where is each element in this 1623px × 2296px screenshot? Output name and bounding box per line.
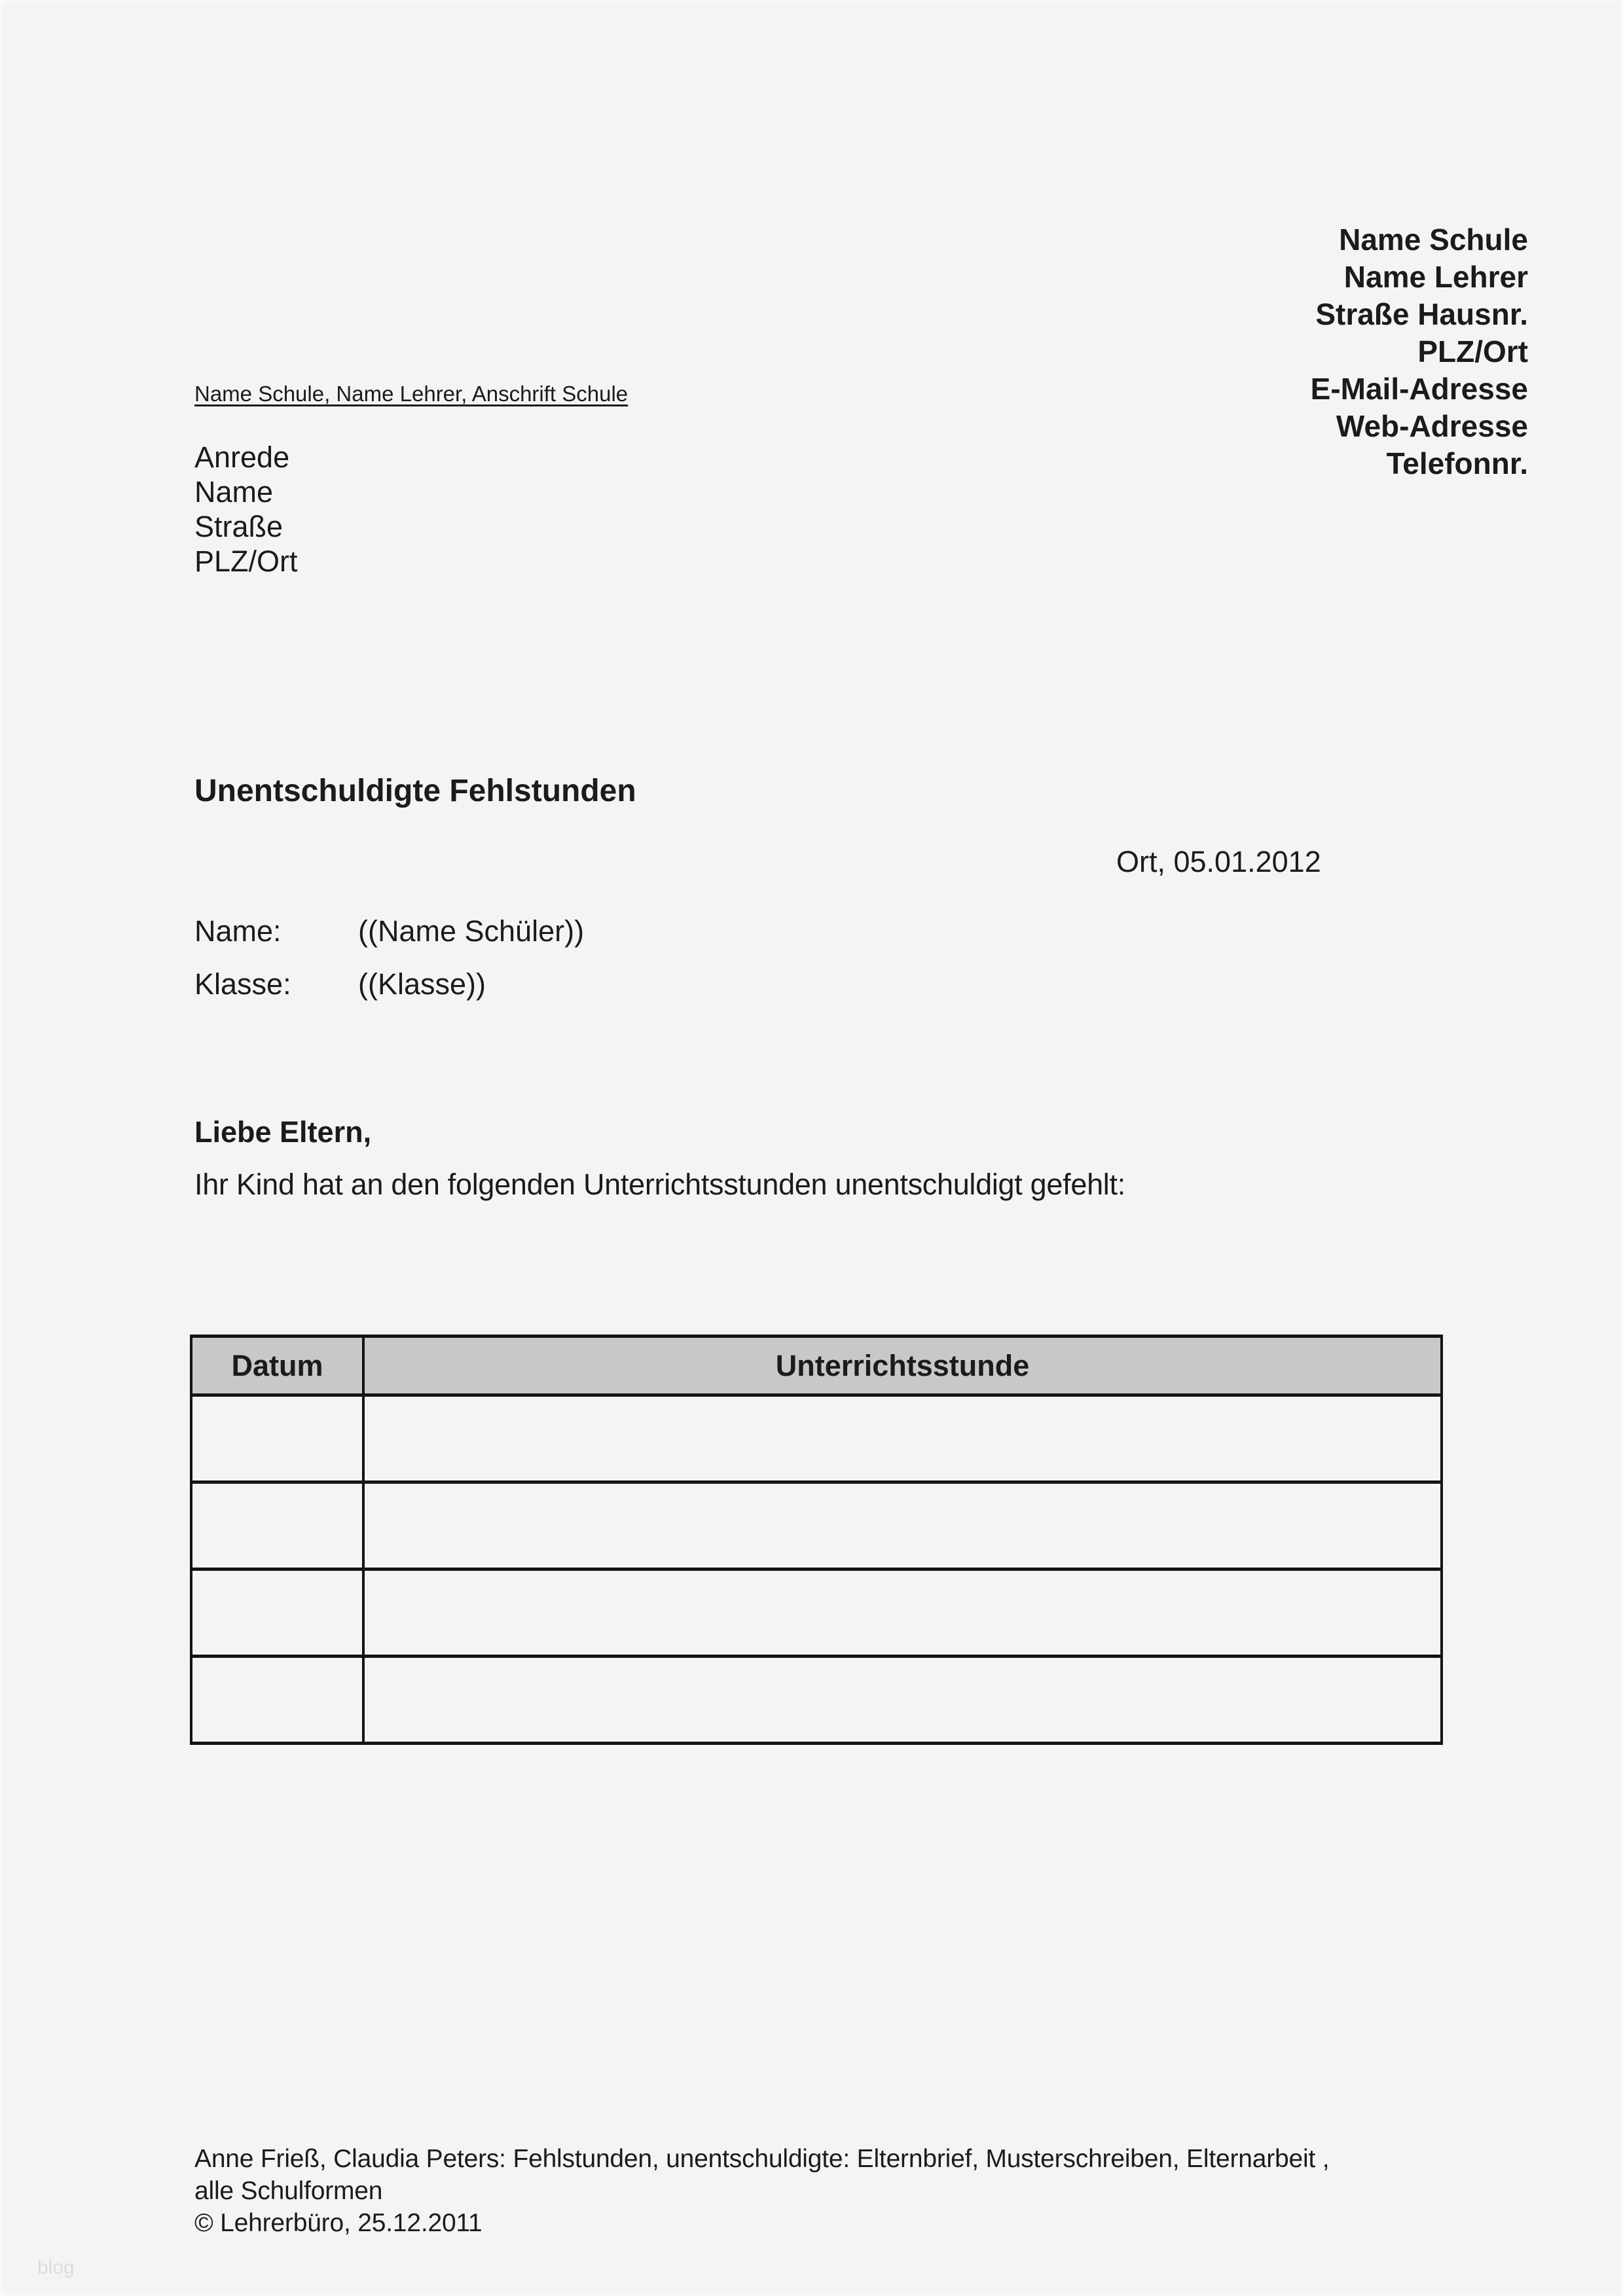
school-address-block — [1311, 221, 1528, 482]
student-class-row — [194, 967, 584, 1001]
table-header-unterrichtsstunde: Unterrichtsstunde — [363, 1336, 1442, 1395]
school-address-line: PLZ/Ort — [1417, 334, 1528, 368]
student-name-value: ((Name Schüler)) — [358, 914, 585, 948]
scan-watermark: blog — [37, 2257, 75, 2278]
datum-cell — [191, 1482, 363, 1570]
table-row — [191, 1570, 1442, 1657]
salutation: Liebe Eltern, — [194, 1115, 372, 1149]
footer-credit-line: Anne Frieß, Claudia Peters: Fehlstunden, unentschuldigte: Elternbrief, Musterschreiben, Elternarbeit , — [194, 2145, 1330, 2173]
date-line: Ort, 05.01.2012 — [1116, 845, 1321, 878]
unterrichtsstunde-cell — [363, 1570, 1442, 1657]
school-address-line: Telefonnr. — [1386, 446, 1528, 480]
school-address-line: Web-Adresse — [1336, 409, 1528, 443]
absence-table — [190, 1335, 1443, 1745]
subject-heading: Unentschuldigte Fehlstunden — [194, 774, 636, 808]
table-row — [191, 1395, 1442, 1482]
datum-cell — [191, 1657, 363, 1744]
student-class-value: ((Klasse)) — [358, 967, 486, 1001]
student-info-block — [194, 914, 584, 1001]
footer-copyright-line: © Lehrerbüro, 25.12.2011 — [194, 2209, 483, 2237]
datum-cell — [191, 1570, 363, 1657]
unterrichtsstunde-cell — [363, 1482, 1442, 1570]
recipient-line-anrede: Anrede — [194, 440, 290, 474]
unterrichtsstunde-cell — [363, 1395, 1442, 1482]
school-address-line: E-Mail-Adresse — [1310, 372, 1528, 406]
school-address-line: Name Lehrer — [1343, 260, 1528, 294]
recipient-line-name: Name — [194, 475, 274, 509]
table-row — [191, 1482, 1442, 1570]
student-class-label: Klasse: — [194, 967, 291, 1001]
school-address-line: Straße Hausnr. — [1315, 297, 1528, 331]
footer-credits — [194, 2143, 1329, 2239]
student-name-label: Name: — [194, 914, 282, 948]
footer-credit-line: alle Schulformen — [194, 2177, 383, 2205]
datum-cell — [191, 1395, 363, 1482]
recipient-address-block — [194, 440, 298, 579]
table-header-row — [191, 1336, 1442, 1395]
recipient-line-strasse: Straße — [194, 510, 283, 543]
recipient-line-plz-ort: PLZ/Ort — [194, 545, 298, 578]
table-row — [191, 1657, 1442, 1744]
table-header-datum: Datum — [191, 1336, 363, 1395]
intro-paragraph: Ihr Kind hat an den folgenden Unterrichtsstunden unentschuldigt gefehlt: — [194, 1168, 1125, 1201]
sender-reference-line: Name Schule, Name Lehrer, Anschrift Schule — [194, 382, 629, 406]
school-address-line: Name Schule — [1339, 223, 1528, 257]
unterrichtsstunde-cell — [363, 1657, 1442, 1744]
student-name-row — [194, 914, 584, 948]
